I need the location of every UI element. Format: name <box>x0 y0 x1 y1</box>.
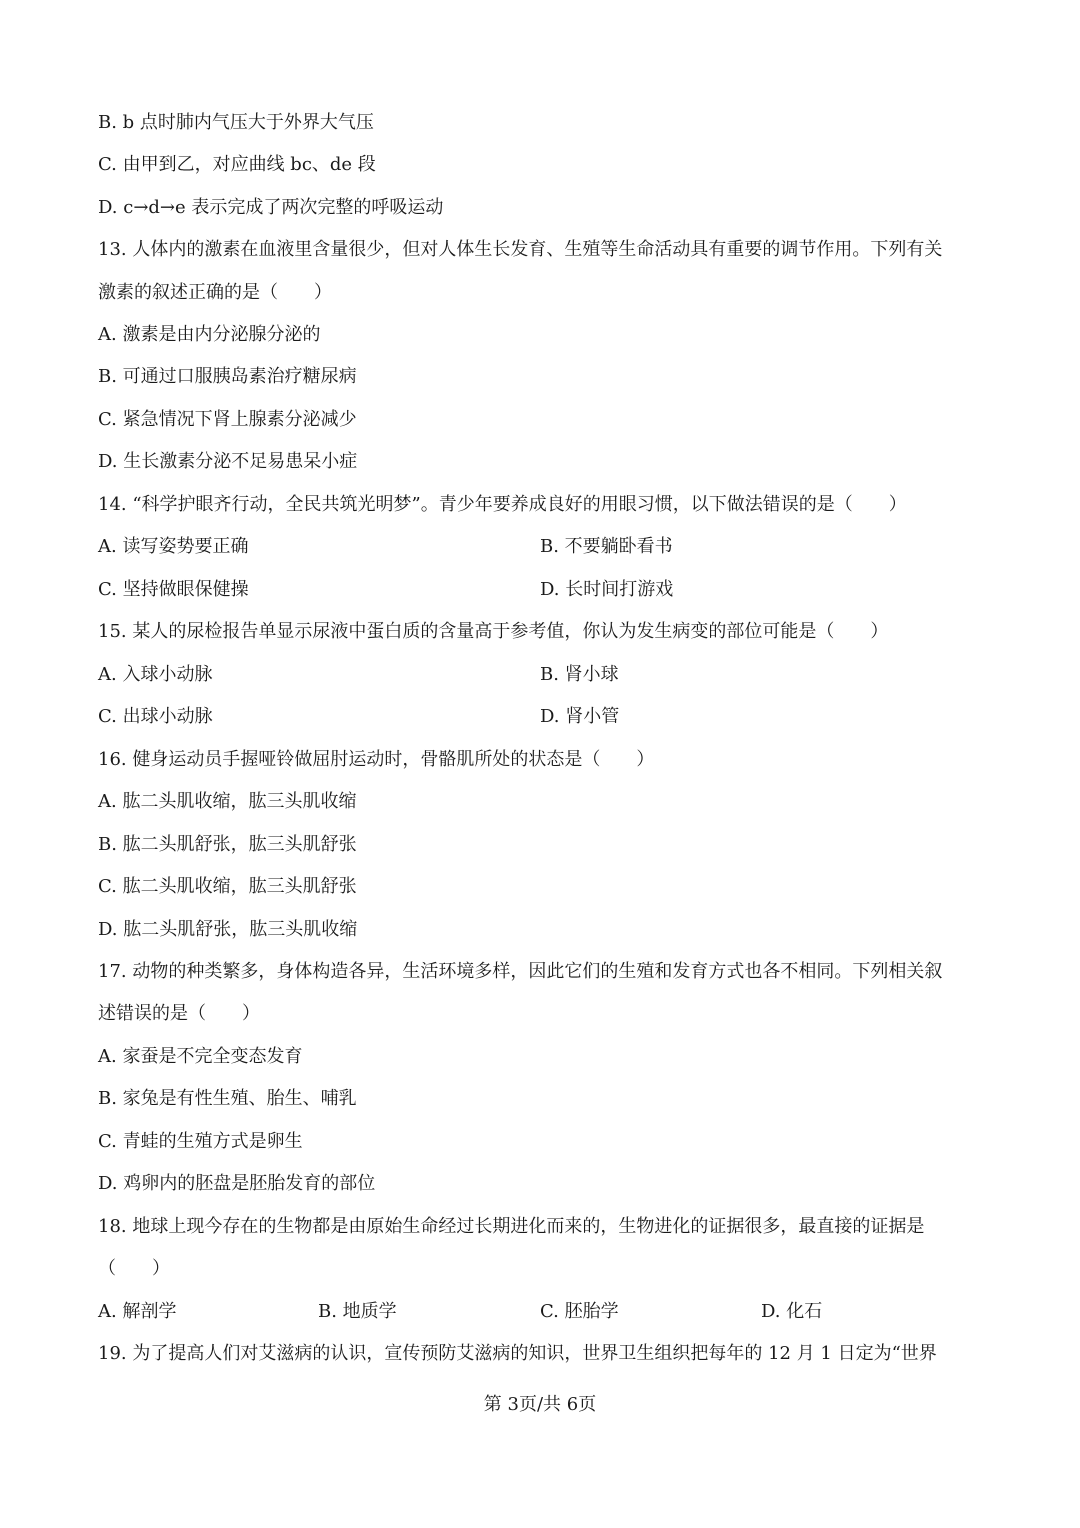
q13-stem-line2: 激素的叙述正确的是（ ） <box>98 282 332 303</box>
q17-stem-line1: 17. 动物的种类繁多，身体构造各异，生活环境多样，因此它们的生殖和发育方式也各不相同。下列相关叙 <box>98 961 943 982</box>
q17-option-a: A. 家蚕是不完全变态发育 <box>98 1046 303 1067</box>
q17-stem-line2: 述错误的是（ ） <box>98 1003 260 1024</box>
q14-option-c: C. 坚持做眼保健操 <box>98 579 249 600</box>
q17-option-b: B. 家兔是有性生殖、胎生、哺乳 <box>98 1088 357 1109</box>
q18-option-b: B. 地质学 <box>318 1301 397 1322</box>
q17-option-c: C. 青蛙的生殖方式是卵生 <box>98 1131 303 1152</box>
q13-option-b: B. 可通过口服胰岛素治疗糖尿病 <box>98 366 357 387</box>
q16-option-d: D. 肱二头肌舒张，肱三头肌收缩 <box>98 919 358 940</box>
q15-option-d: D. 肾小管 <box>540 706 620 727</box>
q18-stem-line2: （ ） <box>98 1258 170 1279</box>
q12-option-b: B. b 点时肺内气压大于外界大气压 <box>98 112 374 133</box>
q18-option-d: D. 化石 <box>761 1301 823 1322</box>
q12-option-d: D. c→d→e 表示完成了两次完整的呼吸运动 <box>98 197 444 218</box>
q13-option-c: C. 紧急情况下肾上腺素分泌减少 <box>98 409 357 430</box>
q18-option-c: C. 胚胎学 <box>540 1301 619 1322</box>
q15-option-c: C. 出球小动脉 <box>98 706 213 727</box>
q13-option-d: D. 生长激素分泌不足易患呆小症 <box>98 451 358 472</box>
q16-option-b: B. 肱二头肌舒张，肱三头肌舒张 <box>98 834 357 855</box>
q18-stem-line1: 18. 地球上现今存在的生物都是由原始生命经过长期进化而来的，生物进化的证据很多，最直接的证据是 <box>98 1216 925 1237</box>
page-footer: 第 3页/共 6页 <box>483 1394 597 1415</box>
q18-option-a: A. 解剖学 <box>98 1301 177 1322</box>
q13-stem-line1: 13. 人体内的激素在血液里含量很少，但对人体生长发育、生殖等生命活动具有重要的调节作用。下列有关 <box>98 239 943 260</box>
q15-stem: 15. 某人的尿检报告单显示尿液中蛋白质的含量高于参考值，你认为发生病变的部位可能是（ ） <box>98 621 889 642</box>
q14-stem: 14. “科学护眼齐行动，全民共筑光明梦”。青少年要养成良好的用眼习惯，以下做法错误的是（ ） <box>98 494 907 515</box>
q16-stem: 16. 健身运动员手握哑铃做屈肘运动时，骨骼肌所处的状态是（ ） <box>98 749 655 770</box>
q14-option-a: A. 读写姿势要正确 <box>98 536 249 557</box>
q14-option-b: B. 不要躺卧看书 <box>540 536 673 557</box>
q13-option-a: A. 激素是由内分泌腺分泌的 <box>98 324 321 345</box>
q17-option-d: D. 鸡卵内的胚盘是胚胎发育的部位 <box>98 1173 376 1194</box>
q15-option-b: B. 肾小球 <box>540 664 619 685</box>
q19-stem-line1: 19. 为了提高人们对艾滋病的认识，宣传预防艾滋病的知识，世界卫生组织把每年的 12 月 1 日定为“世界 <box>98 1343 937 1364</box>
q16-option-a: A. 肱二头肌收缩，肱三头肌收缩 <box>98 791 357 812</box>
q16-option-c: C. 肱二头肌收缩，肱三头肌舒张 <box>98 876 357 897</box>
q14-option-d: D. 长时间打游戏 <box>540 579 674 600</box>
q15-option-a: A. 入球小动脉 <box>98 664 213 685</box>
q12-option-c: C. 由甲到乙，对应曲线 bc、de 段 <box>98 154 376 175</box>
